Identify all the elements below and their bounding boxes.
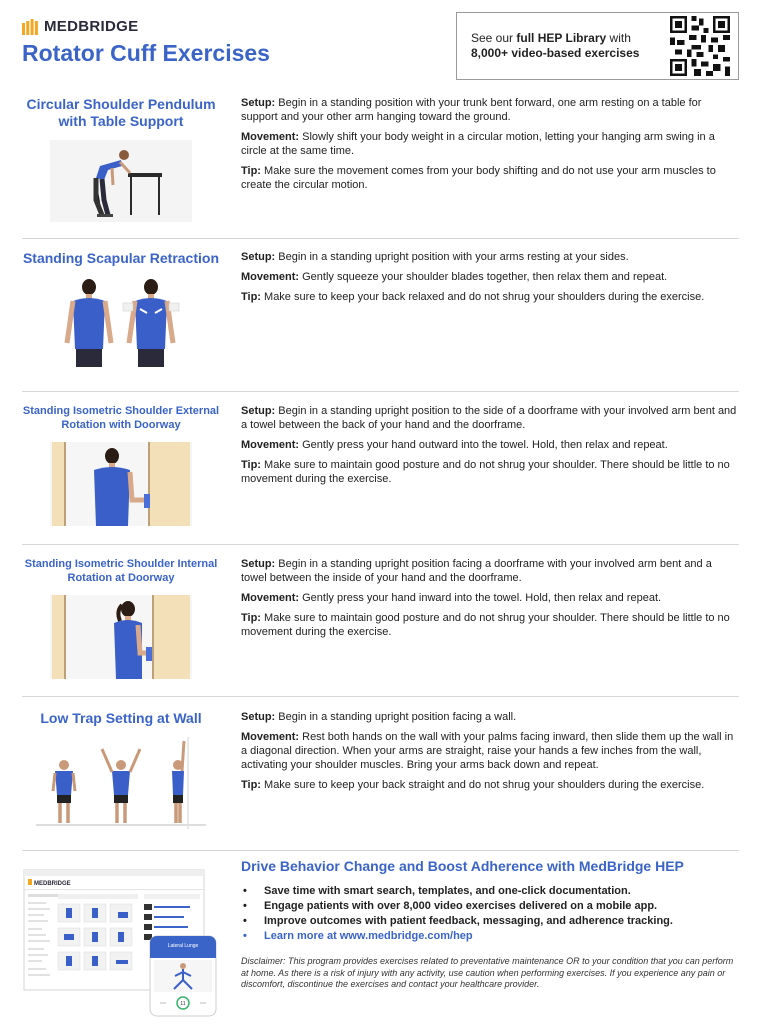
exercise-isometric-external-rotation	[22, 404, 739, 545]
hep-library-promo[interactable]	[456, 12, 739, 80]
exercise-illustration	[36, 737, 206, 837]
exercise-illustration	[61, 277, 181, 369]
phone-exercise-title: Lateral Lunge	[167, 943, 199, 949]
exercise-isometric-internal-rotation	[22, 557, 739, 697]
exercise-title: Circular Shoulder Pendulum with Table Support	[26, 96, 216, 129]
exercise-instructions: Setup: Begin in a standing upright position to the side of a doorframe with your involved arm bent and a towel between the back of your hand and the doorframe. Movement: Gently press your hand outward into the towel. Hold, then relax and repeat. Tip: Make sure to maintain good posture and do not shrug your shoulder. There should be little to no movement during the exercise.	[241, 405, 737, 485]
page-title: Rotator Cuff Exercises	[22, 40, 270, 66]
exercise-instructions: Setup: Begin in a standing upright position facing a wall. Movement: Rest both hands on the wall with your palms facing inward, then slide them up the wall in a diagonal direction. When your arms are straight, raise your hands a few inches from the wall, activating your shoulder muscles. Bring your arms back down and repeat. Tip: Make sure to keep your back straight and do not shrug your shoulders during the exercise.	[241, 711, 734, 791]
medbridge-logo-icon	[22, 19, 38, 35]
promo-benefits-list	[241, 884, 739, 944]
hep-promo-section	[22, 858, 739, 1018]
promo-text: See our full HEP Library with 8,000+ video-based exercises	[471, 31, 640, 60]
list-item: • Engage patients with over 8,000 video exercises delivered on a mobile app.	[241, 899, 739, 914]
list-item: • Save time with smart search, templates, and one-click documentation.	[241, 884, 739, 899]
exercise-circular-pendulum	[22, 96, 739, 239]
exercise-instructions: Setup: Begin in a standing position with your trunk bent forward, one arm resting on a table for support and your other arm hanging toward the ground. Movement: Slowly shift your body weight in a circular motion, letting your hanging arm swing in a circle at the same time. Tip: Make sure the movement comes from your body shifting and do not use your arm muscles to create the circular motion.	[241, 97, 716, 191]
exercise-scapular-retraction	[22, 250, 739, 392]
exercise-title: Standing Scapular Retraction	[22, 250, 220, 266]
app-brand-label: MEDBRIDGE	[34, 881, 71, 887]
exercise-illustration	[50, 595, 192, 679]
exercise-low-trap-setting	[22, 710, 739, 851]
exercise-instructions: Setup: Begin in a standing upright position facing a doorframe with your involved arm bent and a towel between the inside of your hand and the doorframe. Movement: Gently press your hand inward into the towel. Hold, then relax and repeat. Tip: Make sure to maintain good posture and do not shrug your shoulder. There should be little to no movement during the exercise.	[241, 558, 730, 638]
disclaimer-text: Disclaimer: This program provides exercises related to preventative maintenance OR to your condition that you can perform at home. As there is a risk of injury with any activity, use caution when performing exercises. If you experience any pain or discomfort, discontinue the exercises and contact your healthcare provider.	[241, 956, 734, 989]
exercise-instructions: Setup: Begin in a standing upright position with your arms resting at your sides. Movement: Gently squeeze your shoulder blades together, then relax them and repeat. Tip: Make sure to keep your back relaxed and do not shrug your shoulders during the exercise.	[241, 251, 705, 303]
exercise-title: Low Trap Setting at Wall	[40, 710, 202, 726]
exercise-illustration	[50, 442, 192, 526]
exercise-title: Standing Isometric Shoulder Internal Rotation at Doorway	[24, 558, 218, 584]
promo-heading: Drive Behavior Change and Boost Adherence with MedBridge HEP	[241, 858, 684, 874]
exercise-title: Standing Isometric Shoulder External Rotation with Doorway	[22, 405, 220, 431]
qr-code-icon[interactable]	[670, 16, 730, 76]
learn-more-link[interactable]: • Learn more at www.medbridge.com/hep	[241, 929, 739, 944]
exercise-illustration	[50, 140, 192, 222]
brand-name: MEDBRIDGE	[44, 18, 139, 35]
list-item: • Improve outcomes with patient feedback, messaging, and adherence tracking.	[241, 914, 739, 929]
phone-counter: 11	[180, 1001, 186, 1007]
app-screenshot-illustration	[22, 868, 232, 1018]
